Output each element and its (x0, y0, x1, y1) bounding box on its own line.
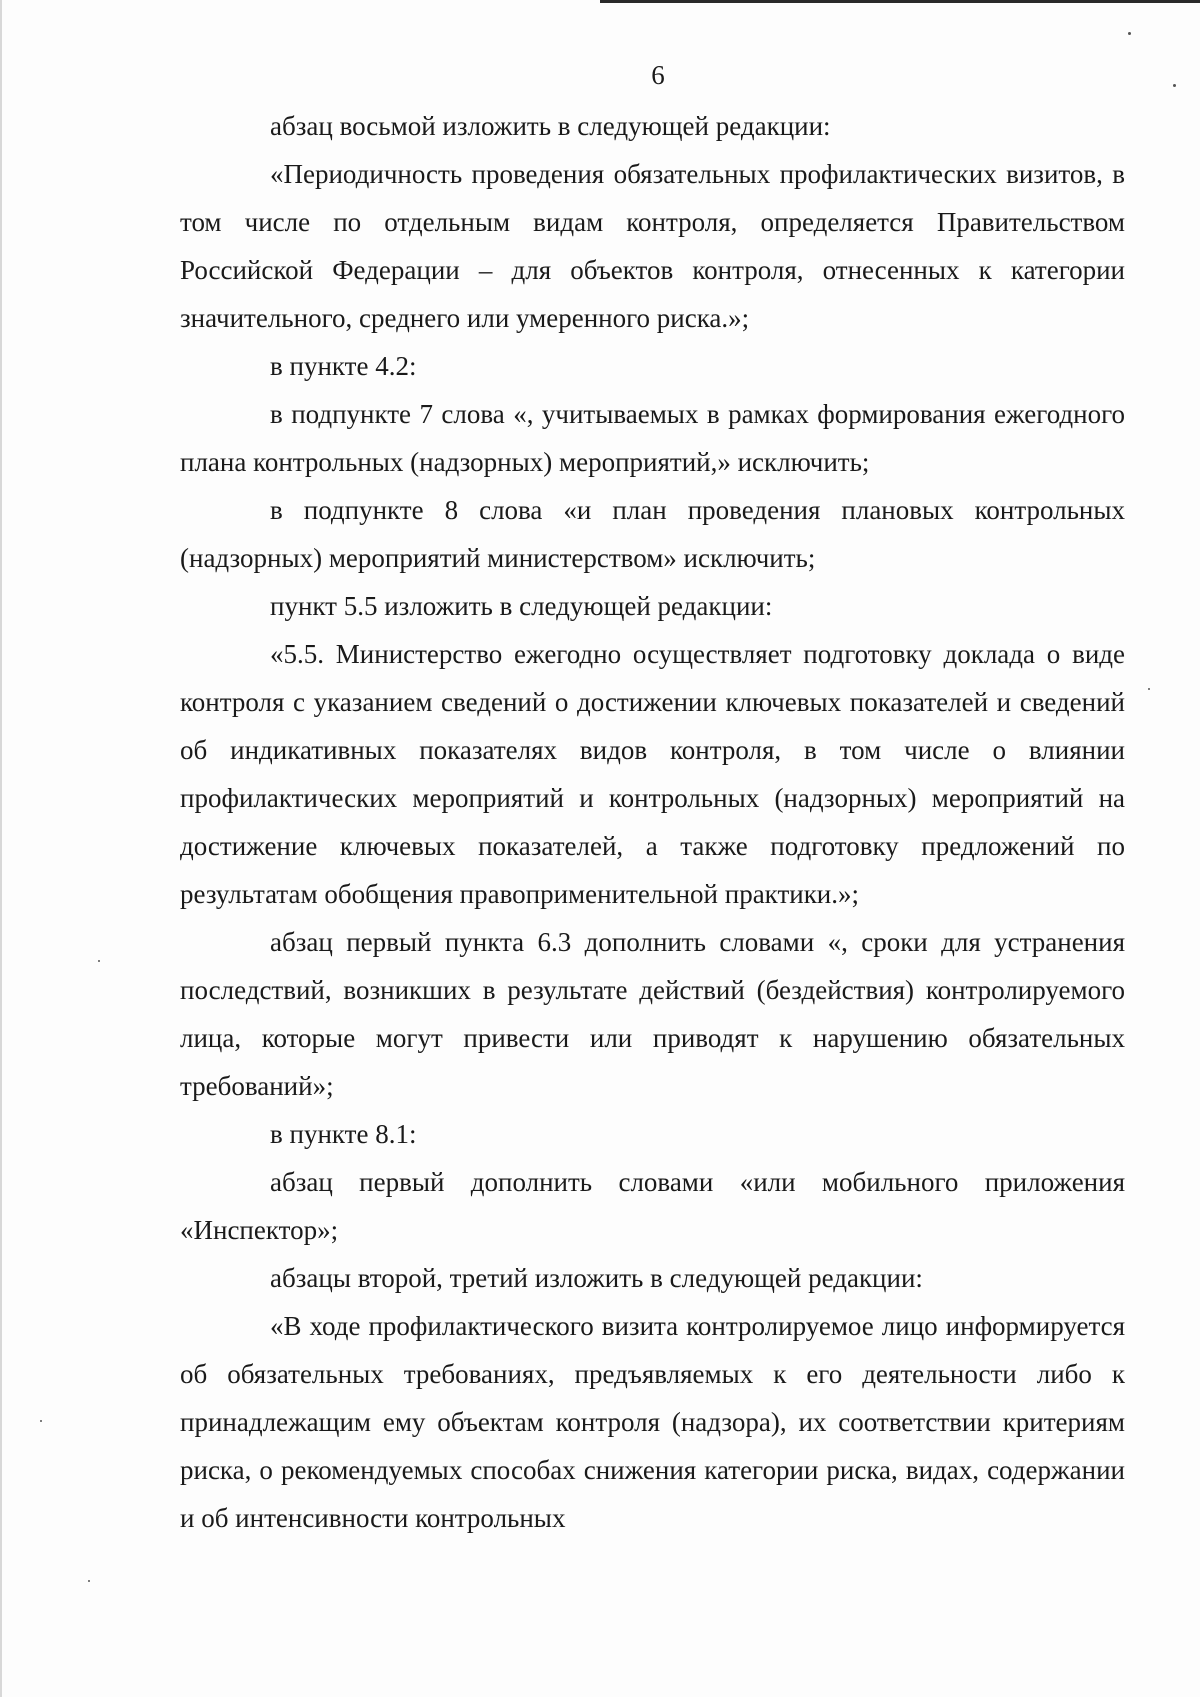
paragraph: «Периодичность проведения обязательных профилактических визитов, в том числе по отдельным видам контроля, определяется Правительством Российской Федерации – для объектов контроля, отнесенных к категории значительного, среднего или умеренного риска.»; (180, 159, 1125, 333)
paragraph: «В ходе профилактического визита контролируемое лицо информируется об обязательных требованиях, предъявляемых к его деятельности либо к принадлежащим ему объектам контроля (надзора), их соответствии критериям риска, о рекомендуемых способах снижения категории риска, видах, содержании и об интенсивности контрольных (180, 1311, 1125, 1533)
paragraph: абзац первый пункта 6.3 дополнить словами «, сроки для устранения последствий, возникших в результате действий (бездействия) контролируемого лица, которые могут привести или приводят к нарушению обязательных требований»; (180, 927, 1125, 1101)
page-number: 6 (651, 60, 665, 90)
scan-speck (40, 1420, 42, 1422)
paragraph: в подпункте 8 слова «и план проведения плановых контрольных (надзорных) мероприятий министерством» исключить; (180, 495, 1125, 573)
paragraph: «5.5. Министерство ежегодно осуществляет подготовку доклада о виде контроля с указанием сведений о достижении ключевых показателей и сведений об индикативных показателях видов контроля, в том числе о влиянии профилактических мероприятий и контрольных (надзорных) мероприятий на достижение ключевых показателей, а также подготовку предложений по результатам обобщения правоприменительной практики.»; (180, 639, 1125, 909)
paragraph: в пункте 8.1: (270, 1119, 417, 1149)
scan-edge-top (600, 0, 1200, 3)
paragraph: абзац восьмой изложить в следующей редакции: (270, 111, 831, 141)
paragraph: абзацы второй, третий изложить в следующей редакции: (270, 1263, 923, 1293)
scan-speck (98, 960, 100, 962)
paragraph: пункт 5.5 изложить в следующей редакции: (270, 591, 773, 621)
scan-edge-left (0, 0, 2, 1697)
scan-speck (88, 1580, 90, 1582)
scan-speck (1128, 32, 1131, 35)
paragraph: в пункте 4.2: (270, 351, 417, 381)
paragraph: абзац первый дополнить словами «или мобильного приложения «Инспектор»; (180, 1167, 1125, 1245)
paragraph: в подпункте 7 слова «, учитываемых в рамках формирования ежегодного плана контрольных (надзорных) мероприятий,» исключить; (180, 399, 1125, 477)
scan-speck (1148, 688, 1150, 690)
document-body (180, 102, 1125, 1542)
